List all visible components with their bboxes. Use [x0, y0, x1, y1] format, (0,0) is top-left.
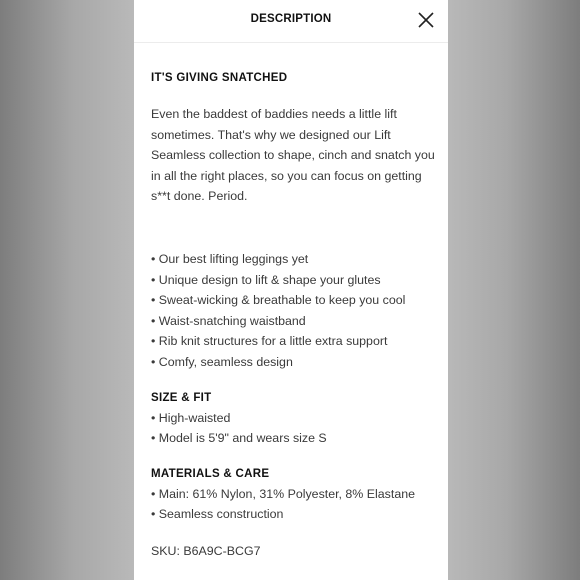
intro-paragraph [151, 104, 441, 207]
feature-item: • Unique design to lift & shape your glutes [151, 272, 381, 287]
description-content [151, 72, 441, 558]
sheet-header [134, 0, 448, 43]
size-fit-section [151, 392, 441, 449]
size-fit-item: • High-waisted [151, 410, 231, 425]
intro-line: s**t done. Period. [151, 189, 248, 204]
intro-line: in all the right places, so you can focus on getting [151, 168, 422, 183]
materials-heading: MATERIALS & CARE [151, 467, 270, 480]
intro-heading: IT'S GIVING SNATCHED [151, 72, 288, 84]
feature-item: • Waist-snatching waistband [151, 313, 306, 328]
materials-item: • Seamless construction [151, 507, 284, 522]
background-right [446, 0, 580, 580]
sheet-title: DESCRIPTION [250, 13, 332, 25]
close-x-icon [416, 10, 436, 30]
intro-line: Seamless collection to shape, cinch and snatch you [151, 148, 435, 163]
intro-line: Even the baddest of baddies needs a little lift [151, 107, 397, 121]
feature-item: • Comfy, seamless design [151, 354, 293, 369]
sku-text: SKU: B6A9C-BCG7 [151, 543, 261, 558]
close-button[interactable] [416, 10, 436, 30]
intro-line: sometimes. That's why we designed our Lift [151, 127, 391, 142]
materials-list [151, 484, 441, 525]
materials-item: • Main: 61% Nylon, 31% Polyester, 8% Elastane [151, 486, 415, 501]
background-left [0, 0, 134, 580]
feature-item: • Rib knit structures for a little extra support [151, 334, 388, 349]
size-fit-list [151, 408, 441, 449]
materials-section [151, 468, 441, 525]
size-fit-item: • Model is 5'9" and wears size S [151, 431, 327, 446]
feature-item: • Our best lifting leggings yet [151, 251, 309, 266]
feature-item: • Sweat-wicking & breathable to keep you cool [151, 293, 406, 308]
feature-list [151, 249, 441, 373]
size-fit-heading: SIZE & FIT [151, 391, 212, 404]
description-sheet [134, 0, 448, 580]
